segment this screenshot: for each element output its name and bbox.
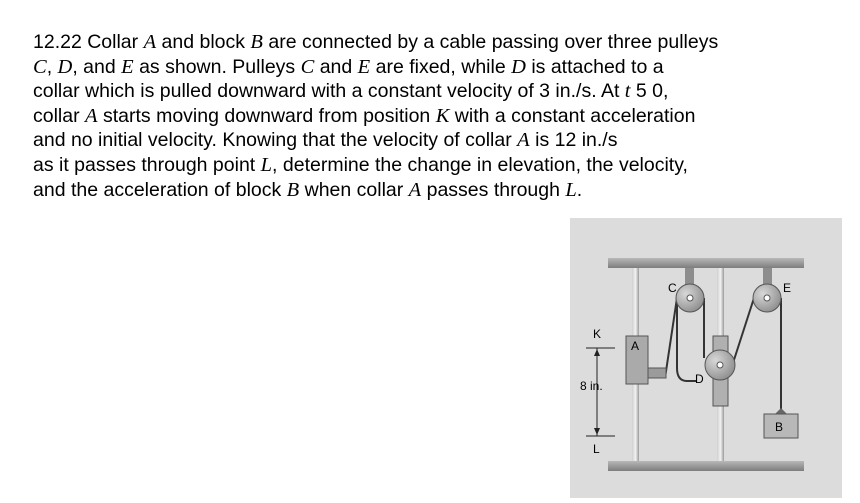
variable: E bbox=[121, 55, 134, 78]
text-segment: and block bbox=[156, 31, 251, 53]
text-segment: as it passes through point bbox=[33, 153, 261, 176]
text-segment: with a constant acceleration bbox=[449, 104, 696, 127]
text-segment: and the acceleration of block bbox=[33, 178, 287, 201]
label-k: K bbox=[593, 327, 602, 341]
collar-a-bracket bbox=[648, 368, 666, 378]
variable: B bbox=[250, 31, 263, 53]
problem-line bbox=[33, 79, 833, 104]
label-l: L bbox=[593, 442, 600, 456]
label-d: D bbox=[695, 372, 704, 386]
problem-statement bbox=[33, 30, 833, 202]
text-segment: as shown. Pulleys bbox=[133, 55, 301, 78]
label-c: C bbox=[668, 281, 677, 295]
variable: A bbox=[143, 31, 157, 53]
problem-line bbox=[33, 104, 833, 129]
floor-beam bbox=[608, 461, 804, 471]
variable: K bbox=[435, 104, 450, 127]
label-e: E bbox=[783, 281, 792, 295]
label-a: A bbox=[631, 339, 640, 353]
ceiling-beam bbox=[608, 258, 804, 268]
text-segment: , and bbox=[72, 55, 122, 78]
variable: t bbox=[624, 80, 631, 103]
text-segment: . bbox=[576, 178, 583, 201]
text-segment: are connected by a cable passing over three pulleys bbox=[262, 31, 719, 53]
text-segment: 12.22 Collar bbox=[33, 31, 144, 53]
text-segment: when collar bbox=[299, 178, 409, 201]
variable: E bbox=[357, 55, 371, 78]
text-segment: collar bbox=[33, 104, 86, 127]
text-segment: is attached to a bbox=[525, 55, 664, 78]
pulley-c-hub bbox=[687, 295, 693, 301]
variable: D bbox=[511, 55, 526, 78]
variable: C bbox=[300, 55, 315, 78]
text-segment: collar which is pulled downward with a constant velocity of 3 in./s. At bbox=[33, 80, 625, 103]
text-segment: , determine the change in elevation, the velocity, bbox=[272, 153, 688, 176]
pulley-figure bbox=[570, 218, 842, 498]
text-segment: is 12 in./s bbox=[529, 129, 618, 152]
variable: L bbox=[565, 178, 577, 201]
variable: D bbox=[57, 55, 73, 78]
label-b: B bbox=[775, 420, 784, 434]
problem-line bbox=[33, 30, 833, 55]
problem-line bbox=[33, 128, 833, 153]
variable: C bbox=[33, 55, 47, 78]
text-segment: , bbox=[46, 55, 58, 78]
problem-line bbox=[33, 55, 833, 80]
variable: A bbox=[517, 129, 530, 152]
pulley-d-hub bbox=[717, 362, 723, 368]
variable: A bbox=[85, 104, 98, 127]
text-segment: and bbox=[314, 55, 358, 78]
text-segment: 5 0, bbox=[630, 80, 669, 103]
pulley-diagram bbox=[570, 218, 842, 498]
variable: B bbox=[286, 178, 300, 201]
text-segment: and no initial velocity. Knowing that the velocity of collar bbox=[33, 129, 518, 152]
problem-line bbox=[33, 153, 833, 178]
text-segment: passes through bbox=[421, 178, 566, 201]
text-segment: are fixed, while bbox=[370, 55, 512, 78]
variable: L bbox=[260, 153, 273, 176]
text-segment: starts moving downward from position bbox=[97, 104, 436, 127]
problem-line bbox=[33, 178, 833, 203]
variable: A bbox=[408, 178, 422, 201]
pulley-e-hub bbox=[764, 295, 770, 301]
label-distance: 8 in. bbox=[580, 379, 603, 393]
